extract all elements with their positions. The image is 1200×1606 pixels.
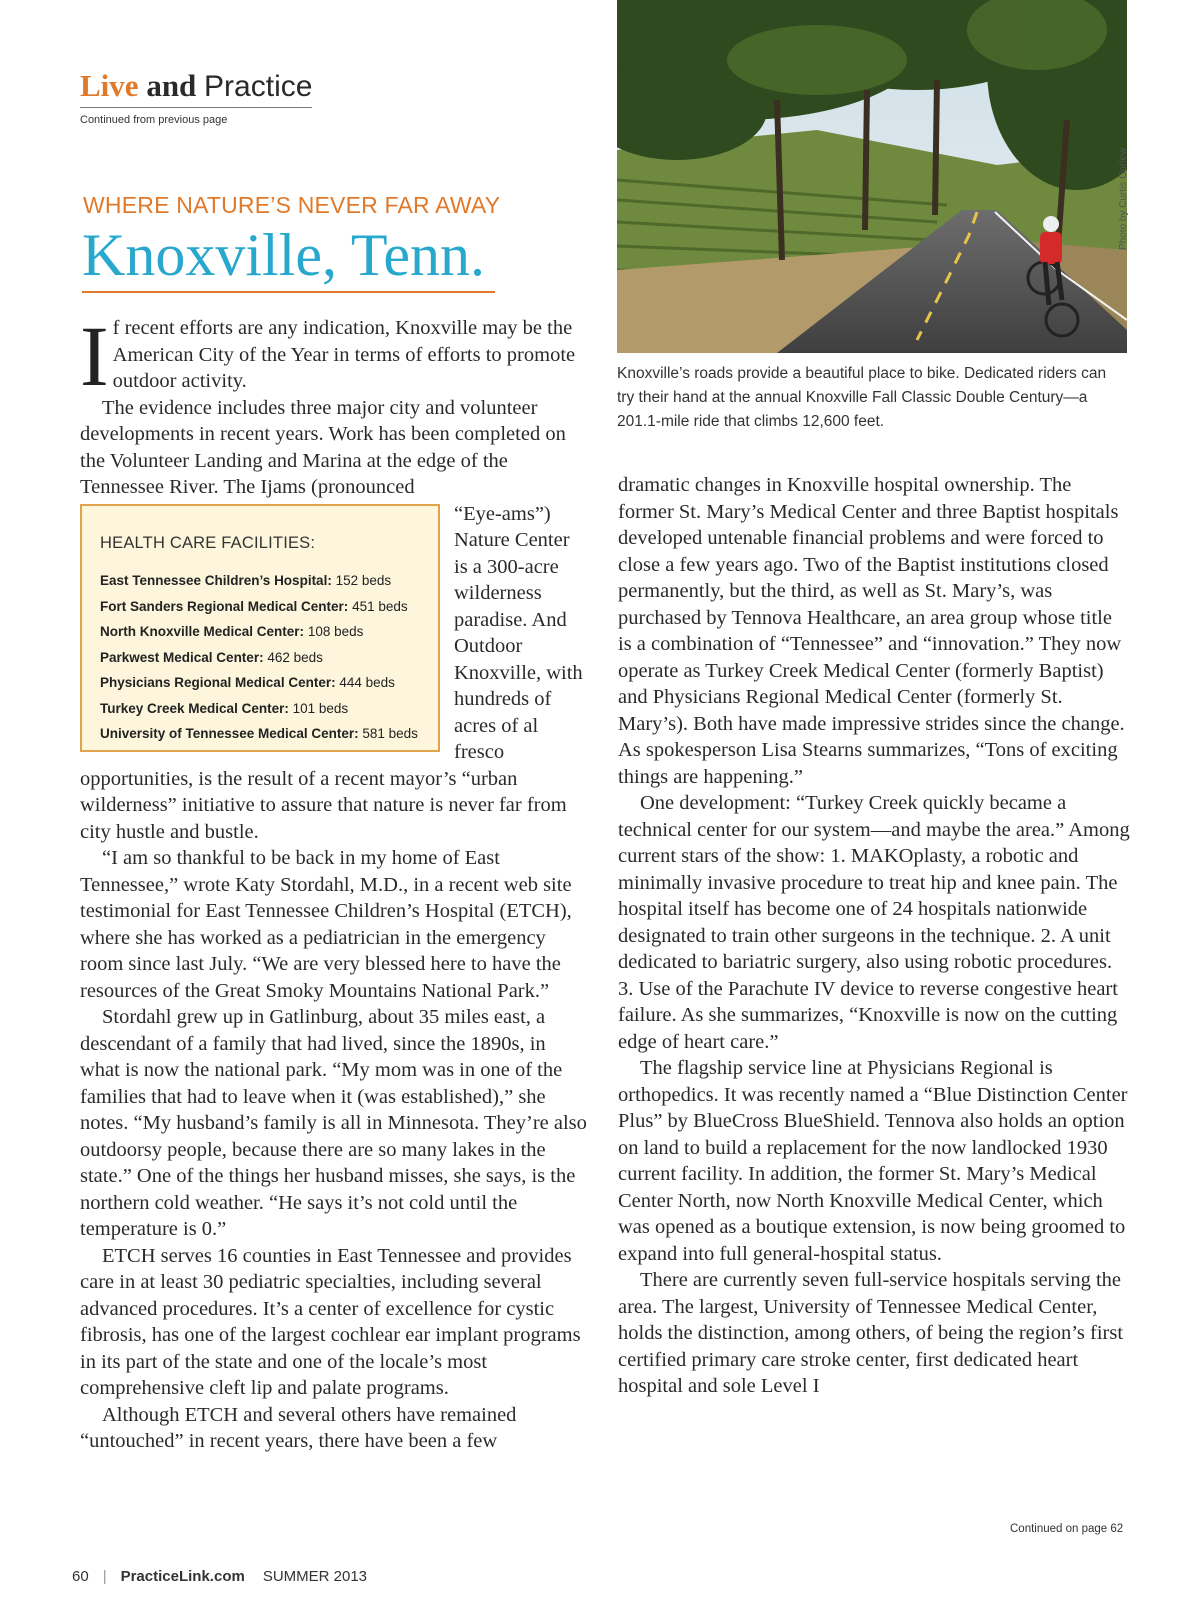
section-header xyxy=(80,68,312,108)
photo-caption: Knoxville’s roads provide a beautiful place to bike. Dedicated riders can try their hand at the annual Knoxville Fall Classic Double Century—a 201.1-mile ride that climbs 12,600 feet. xyxy=(617,365,1107,430)
footer-site: PracticeLink.com xyxy=(120,1568,245,1585)
page-number: 60 xyxy=(72,1568,89,1585)
section-header-practice: Practice xyxy=(204,70,313,103)
facility-beds: 444 beds xyxy=(339,675,395,690)
facility-item xyxy=(100,670,420,696)
facility-item xyxy=(100,594,420,620)
facility-beds: 581 beds xyxy=(362,726,418,741)
paragraph-6: Although ETCH and several others have remained “untouched” in recent years, there have been a few xyxy=(80,1403,517,1452)
facility-name: University of Tennessee Medical Center: xyxy=(100,726,359,741)
facility-beds: 451 beds xyxy=(352,598,408,614)
photo-illustration xyxy=(617,0,1127,353)
drop-cap: I xyxy=(80,308,109,404)
paragraph-8: One development: “Turkey Creek quickly became a technical center for our system—and maybe the area.” Among current stars of the show: 1. MAKOplasty, a robotic and minimally invasive procedure to treat hip and knee pain. The hospital itself has become one of 24 hospitals nationwide designated to train other surgeons in the technique. 2. A unit dedicated to bariatric surgery, also using robotic procedures. 3. Use of the Parachute IV device to reverse congestive heart failure. As she summarizes, “Knoxville is now on the cutting edge of heart care.” xyxy=(618,792,1130,1053)
continued-on-note: Continued on page 62 xyxy=(1010,1523,1124,1535)
facility-beds: 101 beds xyxy=(292,700,349,716)
paragraph-2-rest: “Eye-ams”) Nature Center is a 300-acre wilderness paradise. And Outdoor Knoxville, with hundreds of acres of al fresco opportunities, is the result of a recent mayor’s “urban wilderness” initiative to assure that nature is never far from city hustle and bustle. xyxy=(80,502,583,843)
section-header-live: Live xyxy=(80,68,139,103)
title-underline xyxy=(82,291,495,293)
paragraph-10: There are currently seven full-service hospitals serving the area. The largest, University of Tennessee Medical Center, holds the distinction, among others, of being the region’s first certified primary care stroke center, first dedicated heart hospital and sole Level I xyxy=(618,1269,1124,1397)
continued-from-note: Continued from previous page xyxy=(80,114,228,126)
paragraph-9: The flagship service line at Physicians Regional is orthopedics. It was recently named a “Blue Distinction Center Plus” by BlueCross BlueShield. Tennova also holds an option on land to build a replacement for the now landlocked 1930 current facility. In addition, the former St. Mary’s Medical Center North, now North Knoxville Medical Center, which was opened as a boutique extension, is now being groomed to expand into full general-hospital status. xyxy=(618,1057,1128,1265)
article-title: Knoxville, Tenn. xyxy=(82,222,485,288)
facility-name: Turkey Creek Medical Center: xyxy=(100,700,289,716)
facility-name: Fort Sanders Regional Medical Center: xyxy=(100,598,349,614)
intro-paragraph xyxy=(80,308,588,404)
paragraph-3: “I am so thankful to be back in my home of East Tennessee,” wrote Katy Stordahl, M.D., in a recent web site testimonial for East Tennessee Children’s Hospital (ETCH), where she has worked as a pediatrician in the emergency room since last July. “We are very blessed here to have the resources of the Great Smoky Mountains National Park.” xyxy=(80,847,572,1002)
facility-item xyxy=(100,696,420,722)
article-kicker: WHERE NATURE’S NEVER FAR AWAY xyxy=(83,192,501,218)
section-header-and: and xyxy=(146,68,197,103)
photo-credit: Photo by Curtis Corlew xyxy=(1118,147,1129,250)
facility-name: Parkwest Medical Center: xyxy=(100,649,264,665)
facility-item xyxy=(100,568,420,594)
facility-item xyxy=(100,645,420,671)
road-cyclist-photo xyxy=(617,0,1127,353)
facility-item xyxy=(100,721,420,747)
page-footer xyxy=(72,1568,367,1585)
facility-beds: 108 beds xyxy=(307,624,364,639)
paragraph-2-start: The evidence includes three major city and volunteer developments in recent years. Work has been completed on the Volunteer Landing and Marina at the edge of the Tennessee River. The Ijams (pronounced xyxy=(80,396,566,498)
paragraph-2 xyxy=(80,395,588,501)
facility-beds: 462 beds xyxy=(267,649,323,665)
facility-beds: 152 beds xyxy=(335,573,392,588)
article-right-column xyxy=(618,472,1130,1400)
health-care-facilities-box xyxy=(80,504,440,752)
facility-name: East Tennessee Children’s Hospital: xyxy=(100,573,332,588)
paragraph-4: Stordahl grew up in Gatlinburg, about 35 miles east, a descendant of a family that had lived, since the 1890s, in what is now the national park. “My mom was in one of the families that had to leave when it (was established),” she notes. “My husband’s family is all in Minnesota. They’re also outdoorsy people, because there are so many lakes in the state.” One of the things her husband misses, she says, is the northern cold weather. “He says it’s not cold until the temperature is 0.” xyxy=(80,1006,587,1240)
footer-issue: SUMMER 2013 xyxy=(262,1568,368,1585)
paragraph-7: dramatic changes in Knoxville hospital ownership. The former St. Mary’s Medical Center and three Baptist hospitals developed untenable financial problems and were forced to close a few years ago. Two of the Baptist institutions closed permanently, but the third, as well as St. Mary’s, was purchased by Tennova Healthcare, an area group whose title is a combination of “Tennessee” and “innovation.” They now operate as Turkey Creek Medical Center (formerly Baptist) and Physicians Regional Medical Center (formerly St. Mary’s). Both have made impressive strides since the change. As spokesperson Lisa Stearns summarizes, “Tons of exciting things are happening.” xyxy=(618,474,1125,788)
intro-text: f recent efforts are any indication, Knoxville may be the American City of the Year in terms of efforts to promote outdoor activity. xyxy=(112,317,576,392)
footer-separator: | xyxy=(102,1568,107,1585)
facilities-box-title: HEALTH CARE FACILITIES: xyxy=(100,533,316,552)
article-left-column xyxy=(80,308,588,1455)
facility-name: North Knoxville Medical Center: xyxy=(100,624,305,639)
facility-item xyxy=(100,619,420,645)
facility-name: Physicians Regional Medical Center: xyxy=(100,675,336,690)
paragraph-5: ETCH serves 16 counties in East Tennessee and provides care in at least 30 pediatric specialties, including several advanced procedures. It’s a center of excellence for cystic fibrosis, has one of the largest cochlear ear implant programs in its part of the state and one of the locale’s most comprehensive cleft lip and palate programs. xyxy=(80,1244,581,1399)
